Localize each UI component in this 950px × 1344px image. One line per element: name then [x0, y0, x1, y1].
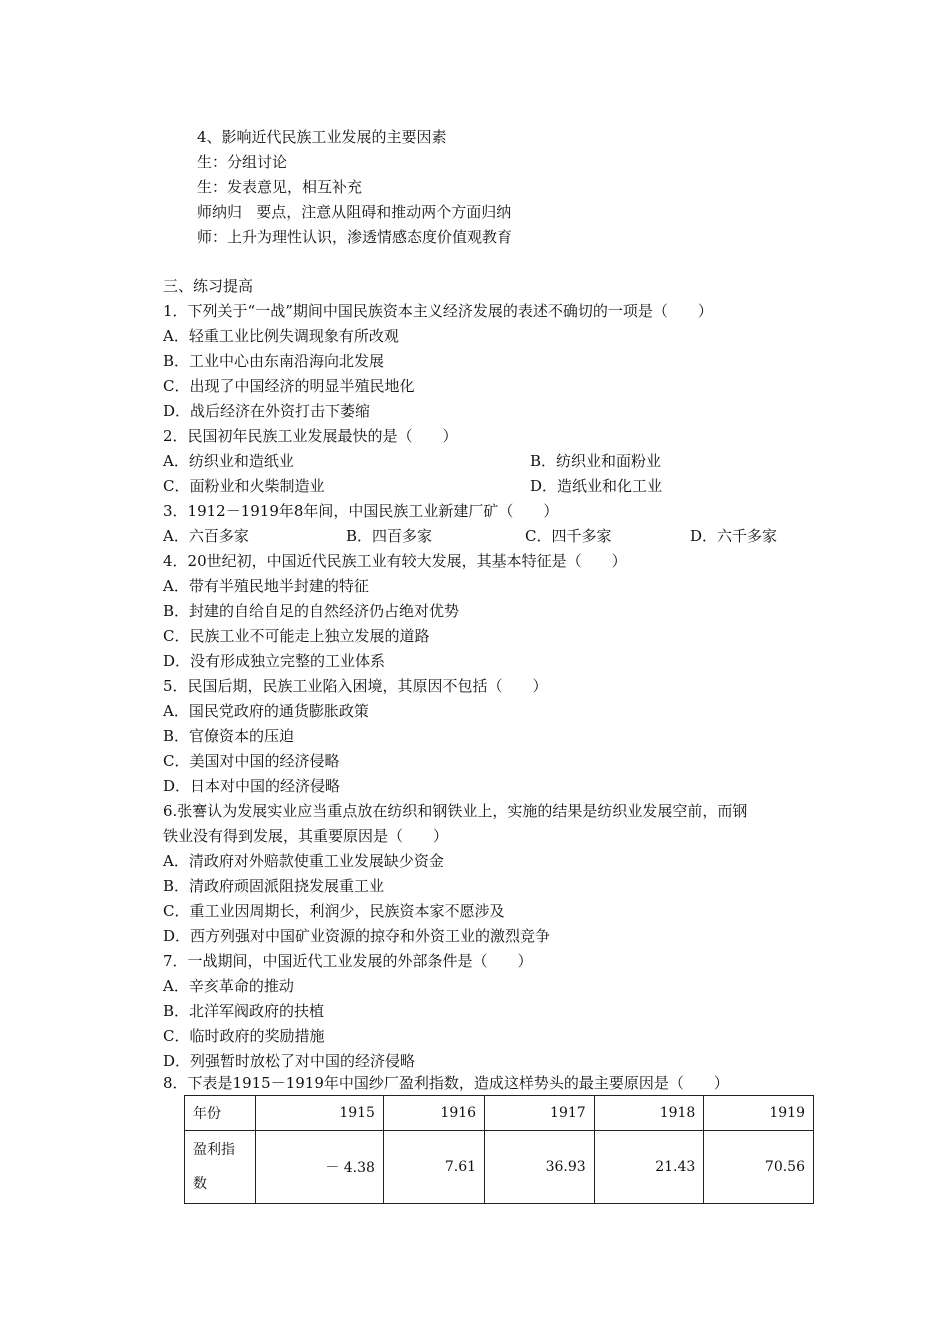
year-cell: 1915	[256, 1096, 384, 1131]
option-b: B．工业中心由东南沿海向北发展	[163, 352, 385, 370]
option-a: A．轻重工业比例失调现象有所改观	[163, 327, 399, 345]
option-b: B．官僚资本的压迫	[163, 727, 295, 745]
year-cell: 1919	[704, 1096, 814, 1131]
question-stem: 8．下表是1915－1919年中国纱厂盈利指数，造成这样势头的最主要原因是（ ）	[163, 1074, 729, 1092]
value-cell: 70.56	[704, 1131, 814, 1204]
option-d: D．列强暂时放松了对中国的经济侵略	[163, 1052, 416, 1070]
option-d: D．没有形成独立完整的工业体系	[163, 652, 386, 670]
value-cell: 21.43	[594, 1131, 704, 1204]
option-c: C．临时政府的奖励措施	[163, 1027, 325, 1045]
step-line: 生：发表意见，相互补充	[197, 178, 363, 196]
option-b: B．北洋军阀政府的扶植	[163, 1002, 325, 1020]
value-cell: － 4.38	[256, 1131, 384, 1204]
option-c: C．美国对中国的经济侵略	[163, 752, 340, 770]
profit-index-table	[184, 1095, 814, 1204]
step-line: 生：分组讨论	[197, 153, 288, 171]
value-cell: 7.61	[383, 1131, 484, 1204]
question-stem: 7．一战期间，中国近代工业发展的外部条件是（ ）	[163, 952, 533, 970]
value-cell: 36.93	[485, 1131, 595, 1204]
option-d: D．西方列强对中国矿业资源的掠夺和外资工业的激烈竞争	[163, 927, 551, 945]
option-a: A．清政府对外赔款使重工业发展缺少资金	[163, 852, 444, 870]
question-stem: 4．20世纪初，中国近代民族工业有较大发展，其基本特征是（ ）	[163, 552, 627, 570]
option-c: C．四千多家	[525, 527, 612, 545]
header-label-cell: 年份	[185, 1096, 256, 1131]
option-a: A．纺织业和造纸业	[163, 452, 294, 470]
option-c: C．面粉业和火柴制造业	[163, 477, 325, 495]
option-d: D．战后经济在外资打击下萎缩	[163, 402, 371, 420]
table-row	[185, 1131, 814, 1204]
row-label-line: 盈利指	[193, 1142, 235, 1158]
row-label-line: 数	[193, 1176, 207, 1192]
option-b: B．四百多家	[346, 527, 433, 545]
factor-heading: 4、影响近代民族工业发展的主要因素	[197, 128, 447, 146]
step-line: 师纳归 要点，注意从阻碍和推动两个方面归纳	[197, 203, 512, 221]
option-c: C．重工业因周期长，利润少，民族资本家不愿涉及	[163, 902, 505, 920]
option-b: B．清政府顽固派阻挠发展重工业	[163, 877, 385, 895]
option-a: A．国民党政府的通货膨胀政策	[163, 702, 369, 720]
question-stem: 6.张謇认为发展实业应当重点放在纺织和钢铁业上，实施的结果是纺织业发展空前，而钢	[163, 802, 748, 820]
option-d: D．六千多家	[690, 527, 778, 545]
question-stem: 1．下列关于“一战”期间中国民族资本主义经济发展的表述不确切的一项是（ ）	[163, 302, 713, 320]
year-cell: 1918	[594, 1096, 704, 1131]
question-stem-continued: 铁业没有得到发展，其重要原因是（ ）	[163, 827, 449, 845]
step-line: 师：上升为理性认识，渗透情感态度价值观教育	[197, 228, 513, 246]
option-d: D．造纸业和化工业	[530, 477, 663, 495]
question-stem: 5．民国后期，民族工业陷入困境，其原因不包括（ ）	[163, 677, 548, 695]
year-cell: 1916	[383, 1096, 484, 1131]
table-row	[185, 1096, 814, 1131]
option-d: D．日本对中国的经济侵略	[163, 777, 341, 795]
option-c: C．民族工业不可能走上独立发展的道路	[163, 627, 430, 645]
row-label-cell	[185, 1131, 256, 1204]
year-cell: 1917	[485, 1096, 595, 1131]
option-a: A．带有半殖民地半封建的特征	[163, 577, 369, 595]
option-a: A．六百多家	[163, 527, 249, 545]
option-a: A．辛亥革命的推动	[163, 977, 294, 995]
question-stem: 2．民国初年民族工业发展最快的是（ ）	[163, 427, 458, 445]
option-b: B．纺织业和面粉业	[530, 452, 662, 470]
option-b: B．封建的自给自足的自然经济仍占绝对优势	[163, 602, 460, 620]
question-stem: 3．1912－1919年8年间，中国民族工业新建厂矿（ ）	[163, 502, 559, 520]
section-title: 三、练习提高	[163, 277, 254, 295]
option-c: C．出现了中国经济的明显半殖民地化	[163, 377, 415, 395]
